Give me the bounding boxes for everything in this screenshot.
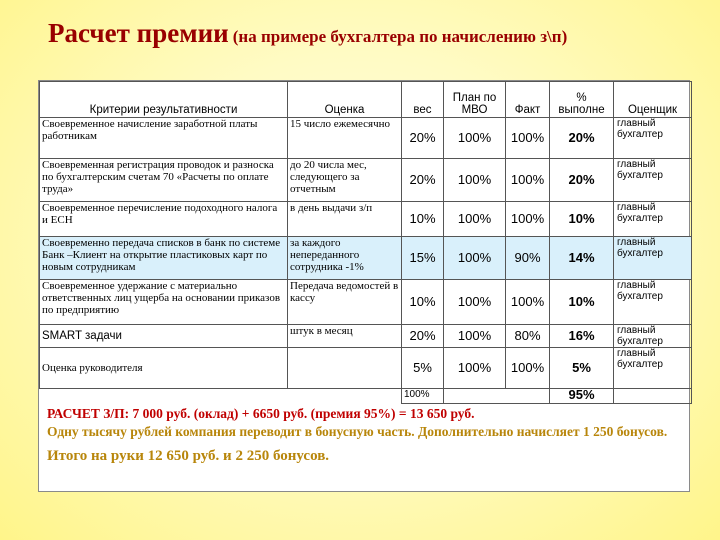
rating-cell: за каждого непереданного сотрудника -1%: [288, 237, 402, 280]
table-row: [40, 348, 692, 389]
total-weight: 100%: [402, 389, 444, 404]
fact-cell: 100%: [506, 348, 550, 389]
title-subtitle: (на примере бухгалтера по начислению з\п): [232, 27, 568, 46]
table-header-row: [40, 82, 692, 118]
fact-cell: 100%: [506, 159, 550, 202]
evaluator-cell: главный бухгалтер: [614, 202, 692, 237]
totals-spacer: [40, 389, 402, 404]
kpi-table: [39, 81, 692, 404]
totals-end: [614, 389, 692, 404]
fact-cell: 100%: [506, 280, 550, 325]
fact-cell: 90%: [506, 237, 550, 280]
weight-cell: 20%: [402, 118, 444, 159]
percent-cell: 10%: [550, 202, 614, 237]
fact-cell: 100%: [506, 118, 550, 159]
criteria-cell: Своевременное начисление заработной платы работникам: [40, 118, 288, 159]
title-main: Расчет премии: [48, 18, 229, 48]
plan-cell: 100%: [444, 348, 506, 389]
plan-cell: 100%: [444, 237, 506, 280]
header-fact: Факт: [506, 82, 550, 118]
table-row: [40, 325, 692, 348]
table-row: [40, 280, 692, 325]
total-summary: Итого на руки 12 650 руб. и 2 250 бонусов.: [47, 448, 330, 464]
evaluator-cell: главный бухгалтер: [614, 118, 692, 159]
evaluator-cell: главный бухгалтер: [614, 237, 692, 280]
plan-cell: 100%: [444, 118, 506, 159]
rating-cell: [288, 348, 402, 389]
header-criteria: Критерии результативности: [40, 82, 288, 118]
bonus-transfer-note: Одну тысячу рублей компания переводит в бонусную часть. Дополнительно начисляет 1 250 бонусов.: [47, 424, 668, 439]
fact-cell: 100%: [506, 202, 550, 237]
criteria-cell: Своевременное удержание с материально ответственных лиц ущерба на основании приказов по предприятию: [40, 280, 288, 325]
evaluator-cell: главный бухгалтер: [614, 325, 692, 348]
percent-cell: 20%: [550, 159, 614, 202]
header-rating: Оценка: [288, 82, 402, 118]
rating-cell: 15 число ежемесячно: [288, 118, 402, 159]
percent-cell: 14%: [550, 237, 614, 280]
rating-cell: до 20 числа мес, следующего за отчетным: [288, 159, 402, 202]
percent-cell: 10%: [550, 280, 614, 325]
header-percent: % выполне: [550, 82, 614, 118]
weight-cell: 20%: [402, 159, 444, 202]
percent-cell: 20%: [550, 118, 614, 159]
totals-row: [40, 389, 692, 404]
plan-cell: 100%: [444, 159, 506, 202]
total-percent: 95%: [550, 389, 614, 404]
table-row: [40, 237, 692, 280]
table-row: [40, 118, 692, 159]
header-evaluator: Оценщик: [614, 82, 692, 118]
rating-cell: штук в месяц: [288, 325, 402, 348]
rating-cell: в день выдачи з/п: [288, 202, 402, 237]
criteria-cell: Своевременное перечисление подоходного налога и ЕСН: [40, 202, 288, 237]
criteria-cell: Своевременная регистрация проводок и разноска по бухгалтерским счетам 70 «Расчеты по оплате труда»: [40, 159, 288, 202]
evaluator-cell: главный бухгалтер: [614, 348, 692, 389]
criteria-cell: Оценка руководителя: [40, 348, 288, 389]
plan-cell: 100%: [444, 325, 506, 348]
table-row: [40, 202, 692, 237]
plan-cell: 100%: [444, 202, 506, 237]
criteria-cell: SMART задачи: [40, 325, 288, 348]
rating-cell: Передача ведомостей в кассу: [288, 280, 402, 325]
slide-title: [48, 18, 567, 49]
header-plan: План по МВО: [444, 82, 506, 118]
header-weight: вес: [402, 82, 444, 118]
weight-cell: 15%: [402, 237, 444, 280]
weight-cell: 10%: [402, 280, 444, 325]
table-row: [40, 159, 692, 202]
evaluator-cell: главный бухгалтер: [614, 280, 692, 325]
weight-cell: 20%: [402, 325, 444, 348]
evaluator-cell: главный бухгалтер: [614, 159, 692, 202]
criteria-cell: Своевременно передача списков в банк по системе Банк –Клиент на открытие пластиковых карт по новым сотрудникам: [40, 237, 288, 280]
fact-cell: 80%: [506, 325, 550, 348]
weight-cell: 10%: [402, 202, 444, 237]
salary-calculation: РАСЧЕТ З/П: 7 000 руб. (оклад) + 6650 руб. (премия 95%) = 13 650 руб.: [47, 406, 475, 421]
totals-gap: [444, 389, 550, 404]
percent-cell: 5%: [550, 348, 614, 389]
percent-cell: 16%: [550, 325, 614, 348]
weight-cell: 5%: [402, 348, 444, 389]
bonus-sheet: [38, 80, 690, 492]
plan-cell: 100%: [444, 280, 506, 325]
calculation-block: [47, 405, 683, 467]
